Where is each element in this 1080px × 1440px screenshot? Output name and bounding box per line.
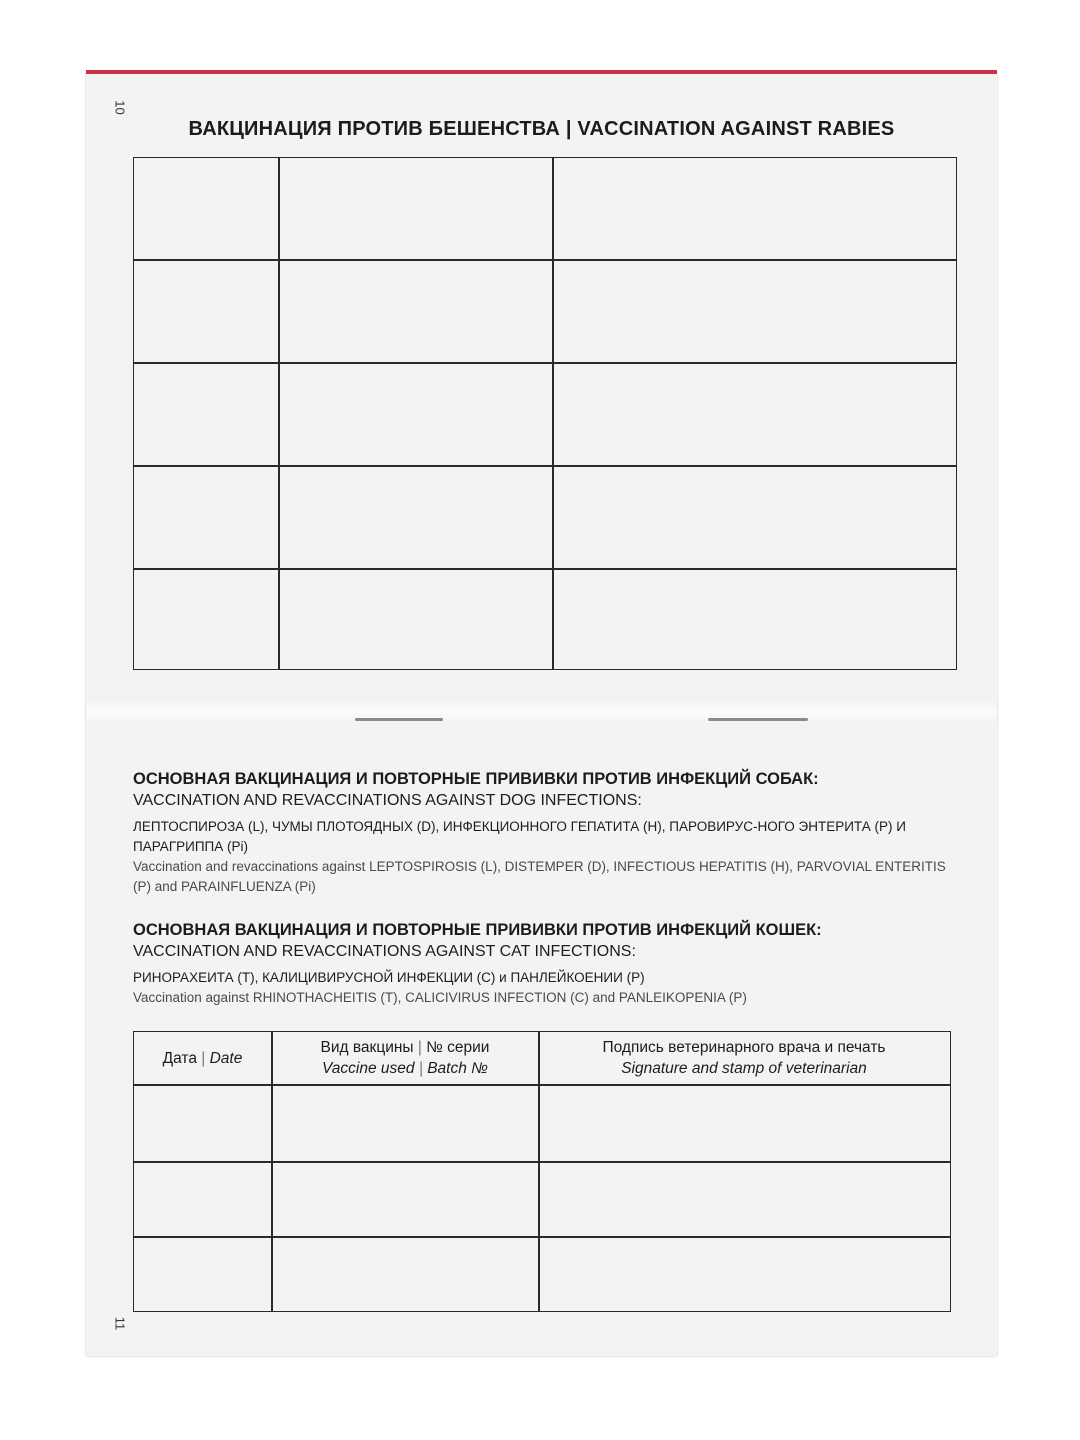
- dog-desc-ru: ЛЕПТОСПИРОЗА (L), ЧУМЫ ПЛОТОЯДНЫХ (D), ИНФЕКЦИОННОГО ГЕПАТИТА (Н), ПАРОВИРУС-НОГО ЭНТЕРИТА (Р) И ПАРАГРИППА (Pi): [133, 819, 906, 854]
- header-batch-en: Batch №: [427, 1060, 488, 1077]
- vaccination-row-divider: [134, 1161, 950, 1163]
- rabies-row-divider: [134, 568, 956, 570]
- staple-left: [355, 718, 443, 721]
- rabies-title: ВАКЦИНАЦИЯ ПРОТИВ БЕШЕНСТВА | VACCINATION AGAINST RABIES: [188, 118, 895, 140]
- header-separator: |: [418, 1060, 423, 1077]
- rabies-table: [133, 157, 957, 670]
- rabies-row-divider: [134, 362, 956, 364]
- vaccination-table: [133, 1031, 951, 1312]
- cat-desc-en: Vaccination against RHINOTHACHEITIS (T), CALICIVIRUS INFECTION (C) and PANLEIKOPENIA (P): [133, 990, 747, 1005]
- rabies-col-divider: [552, 158, 554, 669]
- dog-section: [133, 769, 963, 897]
- header-batch-ru: № серии: [426, 1039, 490, 1056]
- header-signature-en: Signature and stamp of veterinarian: [621, 1060, 867, 1077]
- rabies-row-divider: [134, 259, 956, 261]
- header-separator: |: [417, 1039, 422, 1056]
- vaccination-row-divider: [134, 1236, 950, 1238]
- cat-desc-ru: РИНОРАХЕИТА (Т), КАЛИЦИВИРУСНОЙ ИНФЕКЦИИ (С) и ПАНЛЕЙКОЕНИИ (Р): [133, 970, 645, 985]
- header-date-ru: Дата: [162, 1049, 197, 1067]
- page-number-top: 10: [112, 100, 128, 115]
- cat-heading-en: VACCINATION AND REVACCINATIONS AGAINST CAT INFECTIONS:: [133, 943, 636, 960]
- header-separator: |: [201, 1049, 206, 1067]
- header-date-en: Date: [209, 1049, 243, 1067]
- page-number-bottom: 11: [112, 1316, 128, 1331]
- page-fold: [86, 700, 997, 724]
- cover-edge: [86, 70, 997, 74]
- header-signature-ru: Подпись ветеринарного врача и печать: [602, 1039, 886, 1056]
- rabies-row-divider: [134, 465, 956, 467]
- dog-desc-en: Vaccination and revaccinations against LEPTOSPIROSIS (L), DISTEMPER (D), INFECTIOUS HEPATITIS (H), PARVOVIAL ENTERITIS (P) and PARAINFLUENZA (Pi): [133, 859, 946, 894]
- dog-heading-ru: ОСНОВНАЯ ВАКЦИНАЦИЯ И ПОВТОРНЫЕ ПРИВИВКИ ПРОТИВ ИНФЕКЦИЙ СОБАК:: [133, 770, 819, 788]
- dog-heading-en: VACCINATION AND REVACCINATIONS AGAINST DOG INFECTIONS:: [133, 792, 642, 809]
- header-vaccine-ru: Вид вакцины: [320, 1039, 414, 1056]
- header-signature: [539, 1032, 949, 1084]
- cat-section: [133, 920, 963, 1008]
- header-vaccine: [272, 1032, 538, 1084]
- cat-heading-ru: ОСНОВНАЯ ВАКЦИНАЦИЯ И ПОВТОРНЫЕ ПРИВИВКИ ПРОТИВ ИНФЕКЦИЙ КОШЕК:: [133, 921, 822, 939]
- vaccination-header-divider: [134, 1084, 950, 1086]
- header-date: [134, 1032, 271, 1084]
- staple-right: [708, 718, 808, 721]
- rabies-col-divider: [278, 158, 280, 669]
- header-vaccine-en: Vaccine used: [322, 1060, 415, 1077]
